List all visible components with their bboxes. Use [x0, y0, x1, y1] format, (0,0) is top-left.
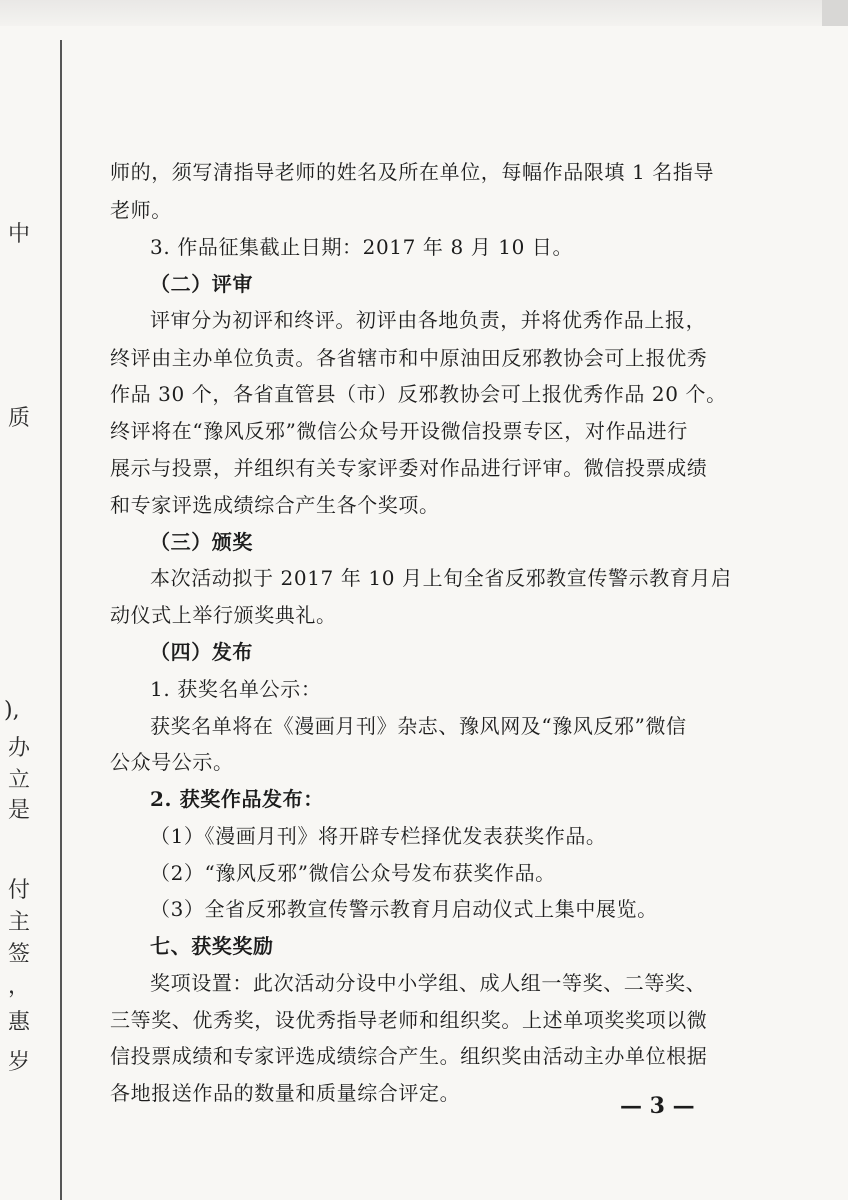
- body-line: 3. 作品征集截止日期：2017 年 8 月 10 日。: [150, 235, 574, 259]
- body-line: （3）全省反邪教宣传警示教育月启动仪式上集中展览。: [150, 897, 658, 921]
- body-line: 老师。: [110, 198, 172, 222]
- margin-note: 质: [8, 406, 31, 431]
- body-line: 信投票成绩和专家评选成绩综合产生。组织奖由活动主办单位根据: [110, 1044, 708, 1068]
- binding-margin-line: [60, 40, 62, 1200]
- body-line: 获奖名单将在《漫画月刊》杂志、豫风网及“豫风反邪”微信: [150, 714, 687, 738]
- body-line: 和专家评选成绩综合产生各个奖项。: [110, 493, 440, 517]
- margin-note: 岁: [8, 1050, 31, 1075]
- body-line: 师的，须写清指导老师的姓名及所在单位，每幅作品限填 1 名指导: [110, 160, 715, 184]
- body-line: 公众号公示。: [110, 750, 234, 774]
- section-heading: （三）颁奖: [150, 530, 253, 554]
- scan-corner-shadow: [822, 0, 848, 26]
- bleed-through-line: [160, 204, 720, 220]
- body-line: 终评由主办单位负责。各省辖市和中原油田反邪教协会可上报优秀: [110, 346, 708, 370]
- body-line: 1. 获奖名单公示：: [150, 677, 322, 701]
- margin-note: 中: [8, 222, 31, 247]
- body-line: 展示与投票，并组织有关专家评委对作品进行评审。微信投票成绩: [110, 456, 708, 480]
- section-heading: （二）评审: [150, 272, 253, 296]
- body-line: 动仪式上举行颁奖典礼。: [110, 603, 337, 627]
- subsection-heading: 2. 获奖作品发布：: [150, 787, 324, 811]
- margin-note: 立: [8, 768, 31, 793]
- body-line: （2）“豫风反邪”微信公众号发布获奖作品。: [150, 861, 556, 885]
- margin-note: 是: [8, 798, 31, 823]
- section-heading: （四）发布: [150, 640, 253, 664]
- margin-note: 签: [8, 942, 31, 967]
- body-line: 奖项设置：此次活动分设中小学组、成人组一等奖、二等奖、: [150, 971, 707, 995]
- margin-note: 主: [8, 910, 31, 935]
- body-line: 三等奖、优秀奖，设优秀指导老师和组织奖。上述单项奖奖项以微: [110, 1008, 708, 1032]
- chapter-heading: 七、获奖奖励: [150, 934, 274, 958]
- scan-top-edge: [0, 0, 848, 26]
- margin-note: 办: [8, 736, 31, 761]
- margin-note: 惠: [8, 1010, 31, 1035]
- body-line: 终评将在“豫风反邪”微信公众号开设微信投票专区，对作品进行: [110, 419, 688, 443]
- page-number: — 3 —: [620, 1093, 695, 1119]
- margin-note: 付: [8, 878, 31, 903]
- body-line: 本次活动拟于 2017 年 10 月上旬全省反邪教宣传警示教育月启: [150, 566, 732, 590]
- body-line: 作品 30 个，各省直管县（市）反邪教协会可上报优秀作品 20 个。: [110, 382, 727, 406]
- body-line: （1）《漫画月刊》将开辟专栏择优发表获奖作品。: [150, 824, 607, 848]
- margin-note: ，: [8, 974, 31, 999]
- body-line: 各地报送作品的数量和质量综合评定。: [110, 1081, 461, 1105]
- margin-note: ),: [4, 698, 20, 723]
- body-line: 评审分为初评和终评。初评由各地负责，并将优秀作品上报，: [150, 308, 707, 332]
